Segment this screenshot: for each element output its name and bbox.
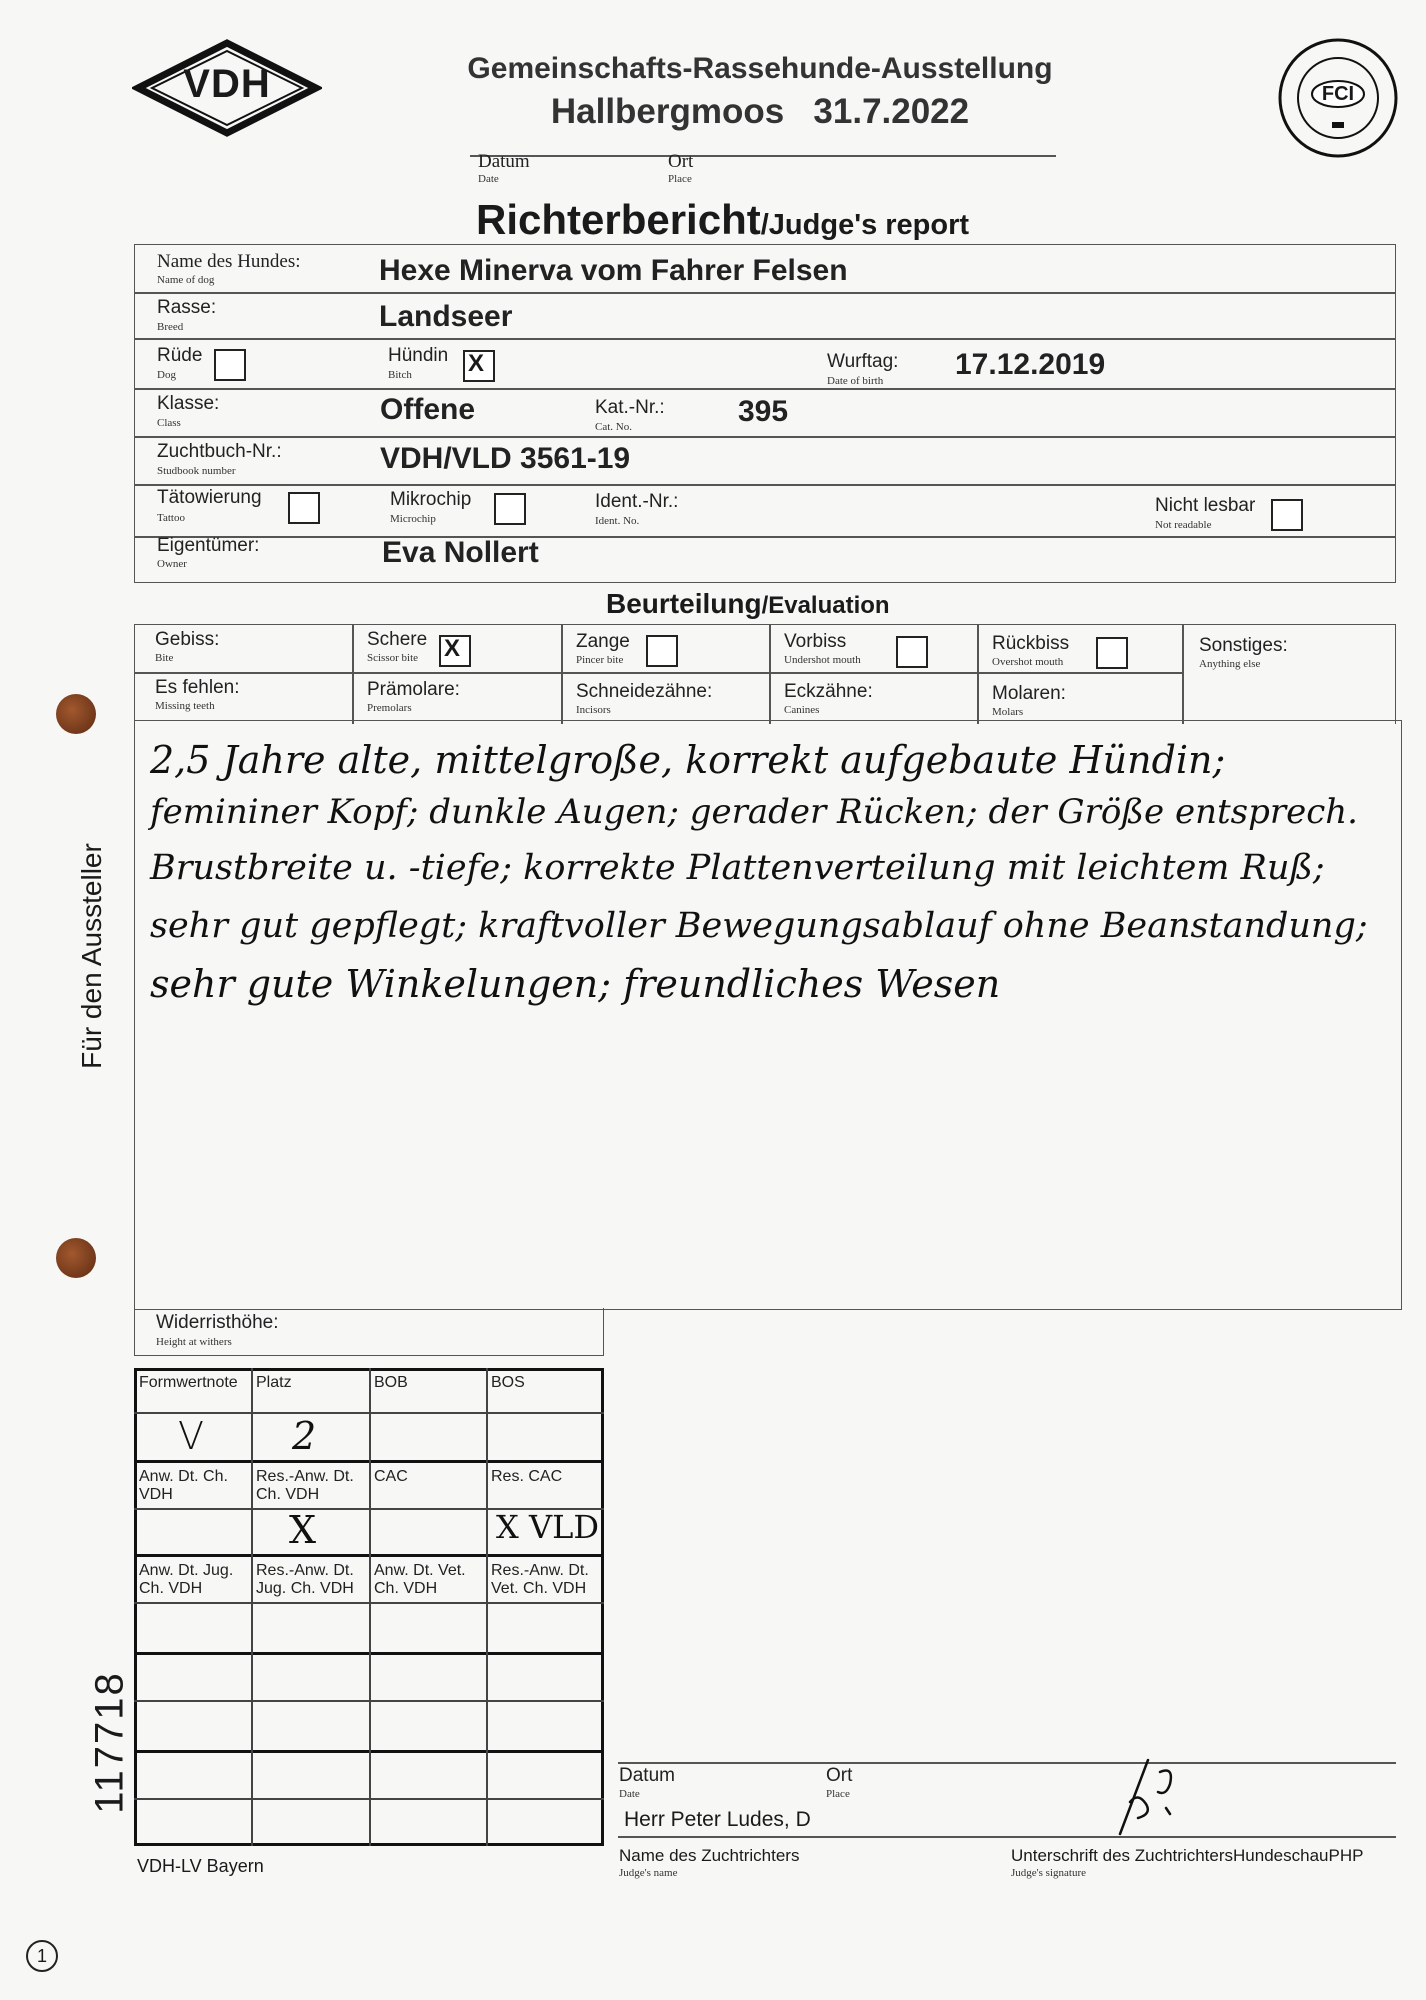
bite-label-en: Bite [155, 652, 174, 664]
grade-header-anw-vet: Anw. Dt. Vet. Ch. VDH [374, 1562, 466, 1597]
catno-value: 395 [738, 395, 789, 428]
undershot-label: Vorbiss [784, 631, 847, 652]
chip-label-en: Microchip [390, 513, 436, 525]
premolars-label-en: Premolars [367, 702, 412, 714]
missing-teeth-label: Es fehlen: [155, 677, 240, 698]
footer-place-label-en: Place [826, 1788, 850, 1800]
footer-place-label: Ort [826, 1765, 853, 1786]
class-label: Klasse: [157, 393, 220, 414]
female-label-en: Bitch [388, 369, 412, 381]
footer-date-label: Datum [619, 1765, 675, 1786]
evaluation-line-4: sehr gut gepflegt; kraftvoller Bewegungsablauf ohne Beanstandung; [150, 906, 1368, 946]
judge-signature [1108, 1752, 1208, 1842]
report-title-en: /Judge's report [760, 209, 970, 241]
tattoo-checkbox[interactable] [288, 492, 320, 524]
grade-header-bos: BOS [491, 1374, 525, 1391]
grade-header-res-anw-ch: Res.-Anw. Dt. Ch. VDH [256, 1468, 354, 1503]
grade-value-res-cac: X VLD [496, 1508, 599, 1546]
withers-label-en: Height at withers [156, 1336, 232, 1348]
evaluation-line-3: Brustbreite u. -tiefe; korrekte Plattenverteilung mit leichtem Ruß; [150, 848, 1325, 888]
vdh-logo [132, 38, 322, 138]
catno-label-en: Cat. No. [595, 421, 632, 433]
signature-label [1011, 1846, 1363, 1866]
dog-name-label: Name des Hundes: [157, 251, 301, 272]
studbook-label: Zuchtbuch-Nr.: [157, 441, 282, 462]
date-label: Datum [478, 151, 530, 172]
breed-label-en: Breed [157, 321, 184, 333]
grade-header-res-anw-jug: Res.-Anw. Dt. Jug. Ch. VDH [256, 1562, 354, 1597]
female-checkmark: X [468, 350, 485, 377]
scissor-label: Schere [367, 629, 428, 650]
female-label: Hündin [388, 345, 449, 366]
pincer-checkbox[interactable] [646, 635, 678, 667]
evaluation-line-5: sehr gute Winkelungen; freundliches Wesen [150, 962, 1001, 1006]
grade-value-platz: 2 [292, 1414, 317, 1458]
incisors-label: Schneidezähne: [576, 681, 713, 702]
premolars-label: Prämolare: [367, 679, 460, 700]
grade-header-res-anw-vet: Res.-Anw. Dt. Vet. Ch. VDH [491, 1562, 589, 1597]
vdh-logo-text: VDH [183, 62, 271, 106]
barcode-number: 117718 [87, 1671, 132, 1814]
evaluation-title-en: /Evaluation [761, 592, 890, 619]
software-label: HundeschauPHP [1233, 1846, 1364, 1865]
owner-label: Eigentümer: [157, 535, 260, 556]
page-number [26, 1940, 58, 1972]
grade-header-anw-ch: Anw. Dt. Ch. VDH [139, 1468, 228, 1503]
fci-logo [1276, 36, 1400, 160]
punch-hole-top [56, 694, 96, 734]
undershot-label-en: Undershot mouth [784, 654, 861, 666]
overshot-label: Rückbiss [992, 633, 1070, 654]
breed-label: Rasse: [157, 297, 217, 318]
ident-label: Ident.-Nr.: [595, 491, 679, 512]
pincer-label-en: Pincer bite [576, 654, 624, 666]
report-title-de: Richterbericht [476, 196, 761, 243]
studbook-value: VDH/VLD 3561-19 [380, 442, 631, 475]
catno-label: Kat.-Nr.: [595, 397, 665, 418]
judge-name-label: Name des Zuchtrichters [619, 1846, 800, 1865]
male-label-en: Dog [157, 369, 176, 381]
footer-date-label-en: Date [619, 1788, 640, 1800]
signature-label-text: Unterschrift des Zuchtrichters [1011, 1846, 1234, 1865]
canines-label-en: Canines [784, 704, 820, 716]
chip-label: Mikrochip [390, 489, 472, 510]
evaluation-title [606, 588, 890, 620]
male-checkbox[interactable] [214, 349, 246, 381]
grade-header-anw-jug: Anw. Dt. Jug. Ch. VDH [139, 1562, 234, 1597]
show-title: Gemeinschafts-Rassehunde-Ausstellung [467, 52, 1053, 85]
fci-logo-text: FCI [1321, 83, 1355, 105]
other-label: Sonstiges: [1199, 635, 1288, 656]
punch-hole-bottom [56, 1238, 96, 1278]
ident-label-en: Ident. No. [595, 515, 640, 527]
tattoo-label: Tätowierung [157, 487, 262, 508]
side-label: Für den Aussteller [76, 843, 107, 1069]
bite-label: Gebiss: [155, 629, 220, 650]
evaluation-title-de: Beurteilung [606, 588, 762, 619]
dog-name-label-en: Name of dog [157, 274, 215, 286]
male-label: Rüde [157, 345, 203, 366]
scissor-checkmark: X [444, 635, 461, 662]
birth-label-en: Date of birth [827, 375, 884, 387]
birth-label: Wurftag: [827, 351, 899, 372]
owner-value: Eva Nollert [382, 536, 539, 569]
not-readable-label-en: Not readable [1155, 519, 1212, 531]
missing-teeth-label-en: Missing teeth [155, 700, 215, 712]
grade-header-res-cac: Res. CAC [491, 1468, 563, 1485]
not-readable-label: Nicht lesbar [1155, 495, 1256, 516]
class-value: Offene [380, 393, 476, 426]
undershot-checkbox[interactable] [896, 636, 928, 668]
page-number-text: 1 [36, 1946, 47, 1966]
signature-label-en: Judge's signature [1011, 1867, 1086, 1879]
class-label-en: Class [157, 417, 181, 429]
studbook-label-en: Studbook number [157, 465, 236, 477]
grade-header-bob: BOB [374, 1374, 408, 1391]
grade-value-formwert: V [178, 1414, 204, 1458]
evaluation-line-1: 2,5 Jahre alte, mittelgroße, korrekt aufgebaute Hündin; [150, 738, 1226, 782]
molars-label-en: Molars [992, 706, 1024, 718]
withers-label: Widerristhöhe: [156, 1312, 279, 1333]
report-title [476, 196, 969, 244]
incisors-label-en: Incisors [576, 704, 611, 716]
canines-label: Eckzähne: [784, 681, 873, 702]
club-label: VDH-LV Bayern [137, 1856, 264, 1876]
other-label-en: Anything else [1199, 658, 1261, 670]
chip-checkbox[interactable] [494, 493, 526, 525]
grade-header-platz: Platz [256, 1374, 292, 1391]
scissor-label-en: Scissor bite [367, 652, 419, 664]
judge-name-label-en: Judge's name [619, 1867, 678, 1879]
birth-date: 17.12.2019 [955, 348, 1106, 381]
show-place-date: Hallbergmoos 31.7.2022 [550, 92, 970, 131]
overshot-checkbox[interactable] [1096, 637, 1128, 669]
pincer-label: Zange [576, 631, 630, 652]
not-readable-checkbox[interactable] [1271, 499, 1303, 531]
tattoo-label-en: Tattoo [157, 512, 185, 524]
judge-name: Herr Peter Ludes, D [624, 1808, 811, 1831]
overshot-label-en: Overshot mouth [992, 656, 1064, 668]
breed-value: Landseer [379, 300, 513, 333]
evaluation-line-2: femininer Kopf; dunkle Augen; gerader Rücken; der Größe entsprech. [150, 792, 1358, 832]
female-checkbox[interactable] [463, 350, 495, 382]
owner-label-en: Owner [157, 558, 187, 570]
date-label-en: Date [478, 173, 499, 185]
grade-header-cac: CAC [374, 1468, 408, 1485]
place-label: Ort [668, 151, 694, 172]
grade-value-res-anw-ch: X [289, 1508, 317, 1552]
dog-name: Hexe Minerva vom Fahrer Felsen [379, 254, 848, 287]
scissor-checkbox[interactable] [439, 635, 471, 667]
grade-header-formwert: Formwertnote [139, 1374, 238, 1391]
molars-label: Molaren: [992, 683, 1066, 704]
place-label-en: Place [668, 173, 692, 185]
